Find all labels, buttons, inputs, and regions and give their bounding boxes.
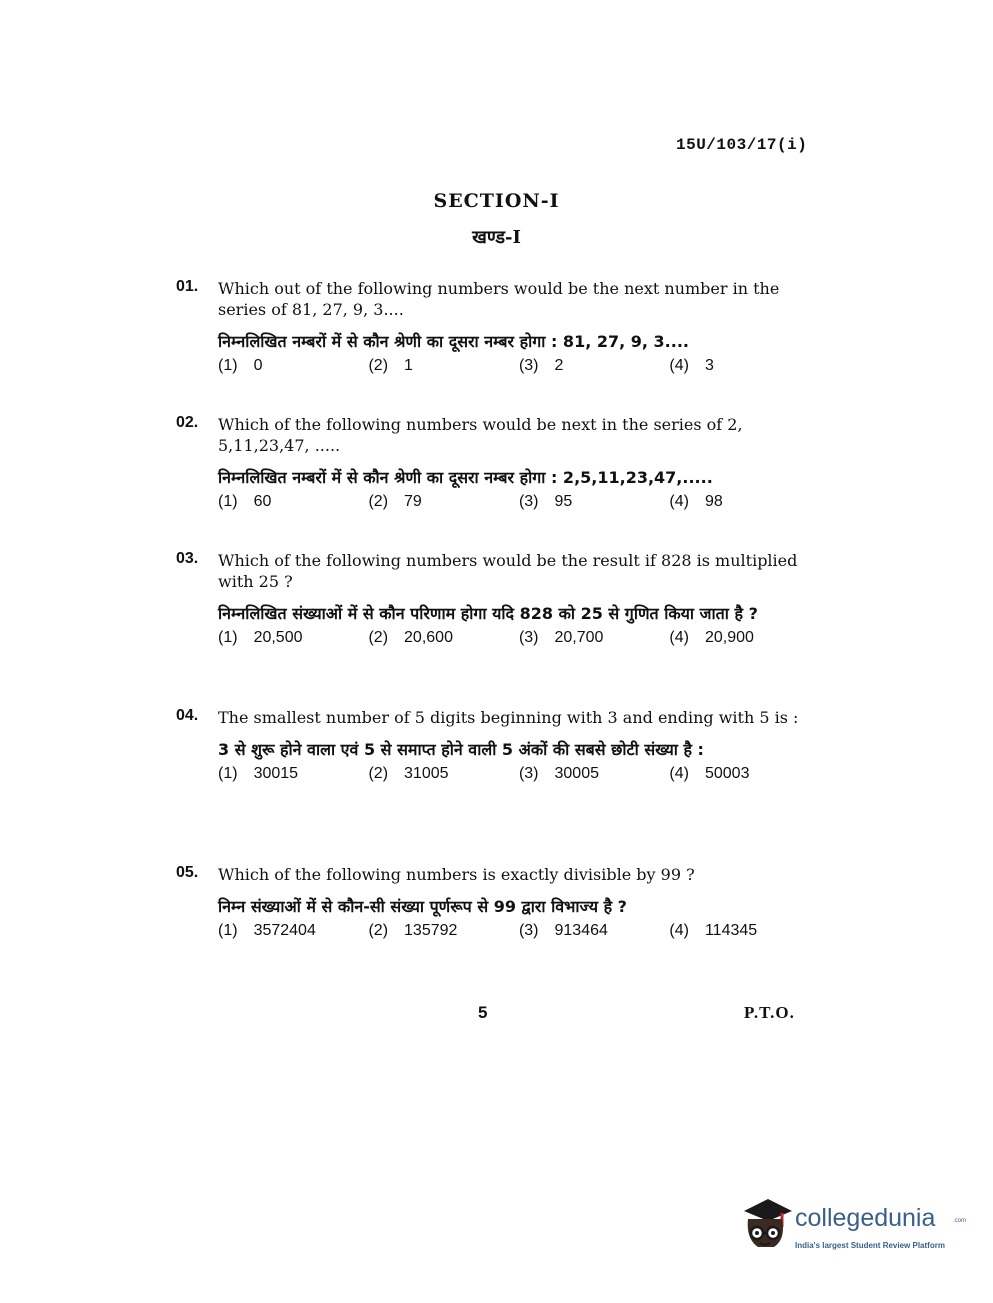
option-4: (4) 50003: [669, 765, 750, 782]
question-text-en: Which of the following numbers is exactly divisible by 99 ?: [218, 865, 695, 884]
logo-tagline: India's largest Student Review Platform: [795, 1241, 945, 1250]
logo-domain-suffix: .com: [953, 1218, 967, 1224]
option-3: (3) 30005: [518, 765, 599, 782]
options-row: [218, 765, 808, 783]
option-3: (3) 2: [518, 357, 564, 374]
pto-label: P.T.O.: [744, 1003, 795, 1022]
option-4: (4) 20,900: [669, 629, 754, 646]
option-2: (2) 135792: [368, 922, 458, 939]
question-1: [176, 278, 808, 375]
option-2: (2) 31005: [368, 765, 449, 782]
option-3: (3) 95: [518, 493, 573, 510]
option-2: (2) 79: [368, 493, 422, 510]
options-row: [218, 629, 808, 647]
question-number: 05.: [176, 864, 199, 881]
option-1: (1) 20,500: [218, 629, 303, 646]
option-3: (3) 913464: [518, 922, 608, 939]
question-text-hi: निम्न संख्याओं में से कौन-सी संख्या पूर्णरूप से 99 द्वारा विभाज्य है ?: [218, 897, 627, 916]
option-1: (1) 60: [218, 493, 272, 510]
question-4: [176, 707, 808, 783]
question-number: 04.: [176, 707, 199, 724]
question-number: 03.: [176, 550, 199, 567]
question-text-en: Which out of the following numbers would be the next number in the series of 81, 27, 9, 3....: [218, 279, 780, 319]
option-1: (1) 30015: [218, 765, 299, 782]
options-row: [218, 922, 808, 940]
option-2: (2) 20,600: [368, 629, 453, 646]
question-text-hi: निम्नलिखित नम्बरों में से कौन श्रेणी का दूसरा नम्बर होगा : 81, 27, 9, 3....: [218, 332, 689, 351]
options-row: [218, 357, 808, 375]
option-3: (3) 20,700: [518, 629, 604, 646]
student-mascot-icon: [738, 1195, 794, 1257]
section-title-hindi: खण्ड-I: [472, 227, 521, 248]
section-title: SECTION-I: [433, 190, 560, 212]
logo-wordmark: collegedunia: [795, 1204, 936, 1232]
question-text-hi: निम्नलिखित नम्बरों में से कौन श्रेणी का दूसरा नम्बर होगा : 2,5,11,23,47,.....: [218, 468, 713, 487]
option-4: (4) 98: [669, 493, 723, 510]
question-text-hi: निम्नलिखित संख्याओं में से कौन परिणाम होगा यदि 828 को 25 से गुणित किया जाता है ?: [218, 604, 758, 623]
question-5: [176, 864, 808, 940]
question-text-en: Which of the following numbers would be next in the series of 2, 5,11,23,47, .....: [218, 415, 743, 455]
question-number: 02.: [176, 414, 199, 431]
collegedunia-logo[interactable]: [738, 1195, 967, 1260]
option-4: (4) 114345: [669, 922, 758, 939]
question-3: [176, 550, 808, 647]
page-number: 5: [478, 1003, 488, 1022]
option-1: (1) 3572404: [218, 922, 316, 939]
option-4: (4) 3: [669, 357, 714, 374]
option-2: (2) 1: [368, 357, 413, 374]
paper-code: 15U/103/17(i): [676, 136, 808, 154]
question-2: [176, 414, 808, 511]
question-number: 01.: [176, 278, 199, 295]
option-1: (1) 0: [218, 357, 263, 374]
options-row: [218, 493, 808, 511]
question-text-en: The smallest number of 5 digits beginning with 3 and ending with 5 is :: [218, 708, 799, 727]
question-text-en: Which of the following numbers would be the result if 828 is multiplied with 25 ?: [218, 551, 798, 591]
question-text-hi: 3 से शुरू होने वाला एवं 5 से समाप्त होने वाली 5 अंकों की सबसे छोटी संख्या है :: [218, 740, 704, 759]
